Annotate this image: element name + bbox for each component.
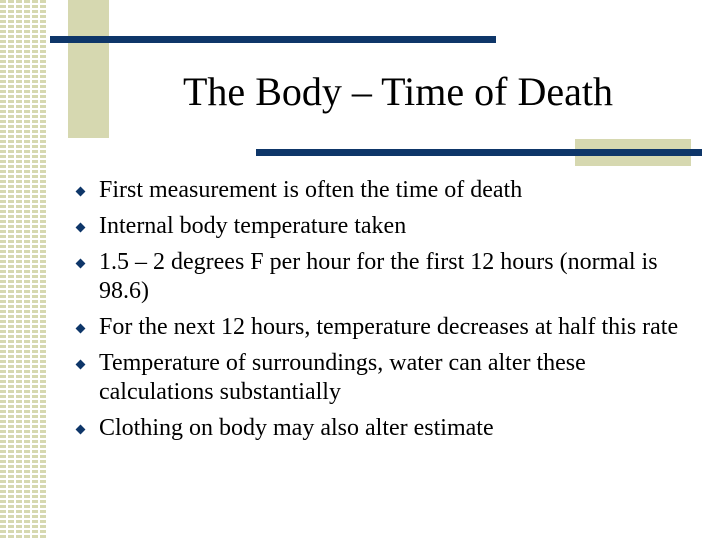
decorative-navy-bar-top [50,36,496,43]
diamond-bullet-icon [76,259,86,269]
diamond-bullet-icon [76,223,86,233]
bullet-item [68,414,688,443]
bullet-item [68,212,688,241]
bullet-text: First measurement is often the time of death [99,177,523,203]
diamond-bullet-icon [76,425,86,435]
bullet-list [68,176,688,450]
bullet-item [68,248,688,306]
bullet-text: Internal body temperature taken [99,213,407,239]
diamond-bullet-icon [76,187,86,197]
diamond-bullet-icon [76,360,86,370]
bullet-text: For the next 12 hours, temperature decreases at half this rate [99,314,679,340]
bullet-item [68,176,688,205]
decorative-navy-bar-right [256,149,702,156]
decorative-olive-block-top [68,0,109,138]
diamond-bullet-icon [76,324,86,334]
bullet-text: Clothing on body may also alter estimate [99,415,494,441]
bullet-text: Temperature of surroundings, water can alter these calculations substantially [99,350,586,405]
bullet-item [68,349,688,407]
decorative-checkered-strip [0,0,48,540]
bullet-text: 1.5 – 2 degrees F per hour for the first 12 hours (normal is 98.6) [99,249,658,304]
bullet-item [68,313,688,342]
slide-title: The Body – Time of Death [183,69,613,114]
